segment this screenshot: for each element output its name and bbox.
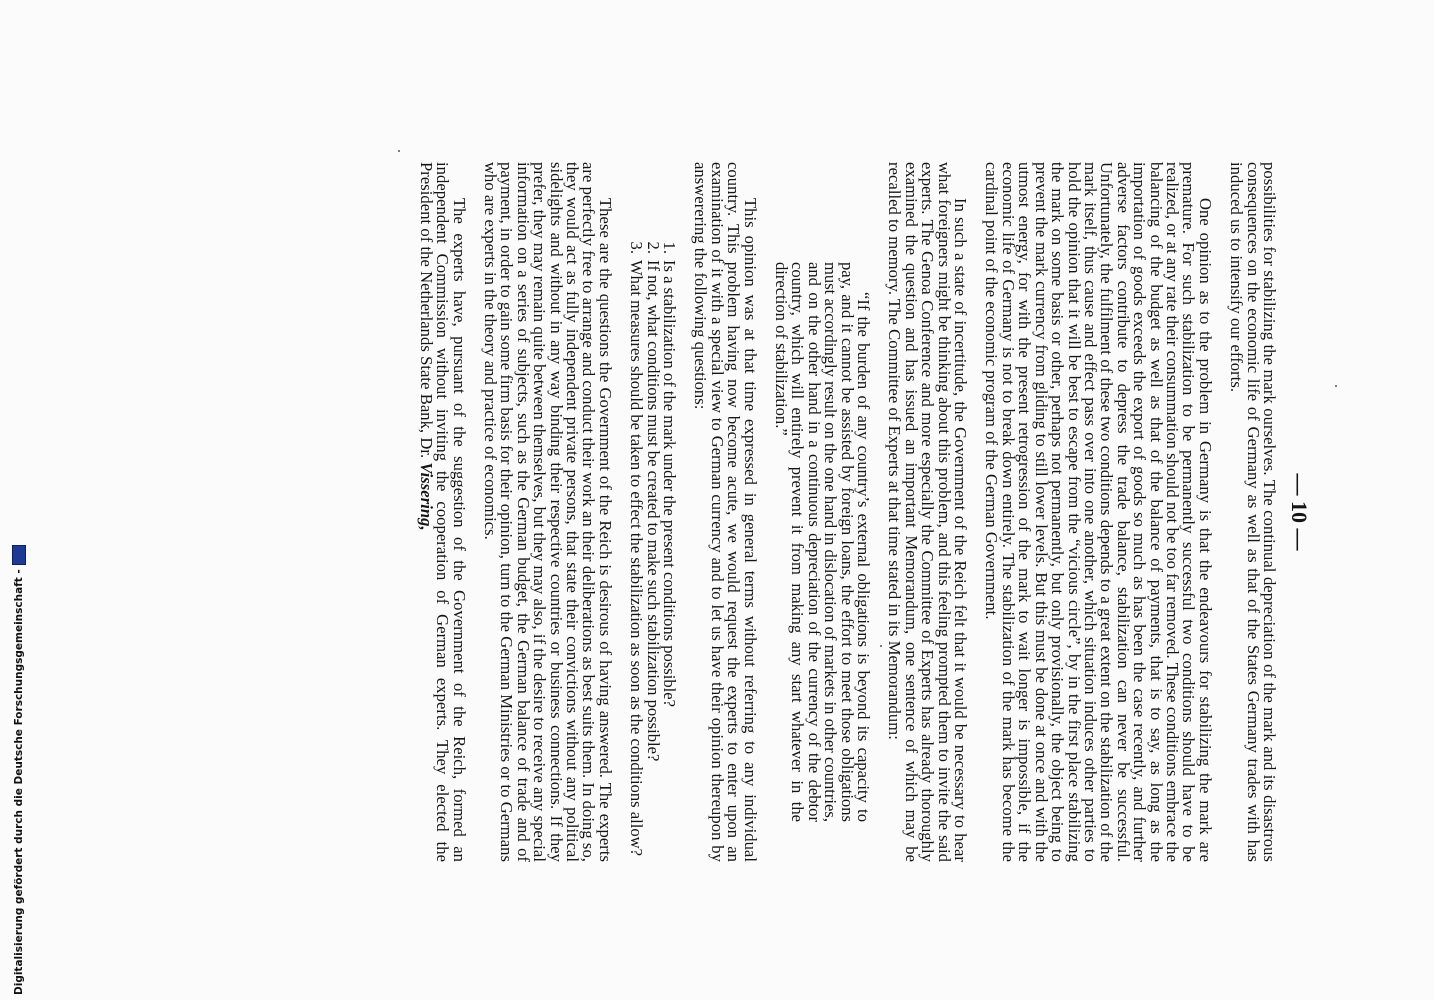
question-list xyxy=(628,232,677,862)
name-emphasis: Vissering, xyxy=(416,462,436,531)
paragraph-text: The experts have, pursuant of the suggestion of the Government of the Reich, formed an independent Commission without inviting the cooperation of German experts. They elected the President of the Netherlands State Bank, Dr. xyxy=(416,162,469,862)
memorandum-quote: “If the burden of any country’s external obligations is beyond its capacity to pay, and it cannot be assisted by foreign loans, the effort to meet those obligations must accordingly result on the one hand in dislocation of markets in other countries, and on the other hand in a continuous depreciation of the currency of the debtor country, which will entirely prevent it from making any start whatever in the direction of stabilization.” xyxy=(772,262,874,822)
paragraph: possibilities for stabilizing the mark ourselves. The continual depreciation of the mark and its disastrous consequences on the economic life of Germany as well as that of the States Germany trades with has induced us to intensify our efforts. xyxy=(1227,162,1279,862)
paragraph-gap xyxy=(677,162,692,862)
question-item xyxy=(627,232,647,862)
question-text: What measures should be taken to effect the stabilization as soon as the conditions allow? xyxy=(627,260,647,856)
scan-speck xyxy=(880,645,882,647)
paragraph: This opinion was at that time expressed in general terms without referring to any individual country. This problem having now become acute, we would request the experts to enter upon an examination of it with a special view to German currency and to let us have their opinion thereupon by answerering the following questions: xyxy=(691,162,760,862)
question-text: If not, what conditions must be created to make such stabilization possible? xyxy=(643,260,663,762)
paragraph: One opinion as to the problem in Germany is that the endeavours for stabilizing the mark are premature. For such stabilization to be permanently successful two conditions should have to be realized, or at any rate their consummation should not be too far removed. These conditions embrace the balancing of the budget as well as that of the balance of payments, that is to say, as long as the importation of goods exceeds the export of goods so much as has been the case recently, and further adverse factors contribute to depress the trade balance, stabilization can never be successful. Unfortunately, the fulfilment of these two conditions depends to a great extent on the stabilization of the mark itself, thus cause and effect pass over into one another, which situation induces other parties to hold the opinion that it will be best to escape from the “vicious circle”, by in the first place stabilizing the mark on some basis or other, perhaps not permanently, but only provisionally, the object being to prevent the mark currency from gliding to still lower levels. But this must be done at once and with the utmost energy, for with the present retrogression of the mark to wait longer is impossible, if the economic life of Germany is not to break down entirely. The stabilization of the mark has become the cardinal point of the economic program of the German Government. xyxy=(982,162,1215,862)
paragraph-gap xyxy=(1213,162,1228,862)
page-number: — 10 — xyxy=(1287,473,1312,551)
paragraph-gap xyxy=(613,162,628,862)
paragraph: These are the questions the Government of the Reich is desirous of having answered. The experts are perfectly free to arrange and conduct their work an their deliberations as best suits them. In doing so, they would act as fully independent private persons, that state their convictions without any political sidelights and without in any way binding their respective countries or business connections. If they prefer, they may remain quite between themselves, but they may also, if the desire to receive any special information on a series of subjects, such as the German budget, the German balance of trade and of payment, in order to gain some firm basis for their opinion, turn to the German Ministries or to Germans who are experts in the theory and practice of economics. xyxy=(480,162,615,862)
dfg-logo xyxy=(12,545,26,565)
question-item xyxy=(661,232,677,862)
paragraph-gap xyxy=(871,162,886,862)
question-number: 3. xyxy=(627,241,647,254)
document-body xyxy=(417,162,1277,862)
paragraph-gap xyxy=(758,162,773,862)
question-text: Is a stabilization of the mark under the present conditions possible? xyxy=(660,260,679,707)
paragraph-gap xyxy=(968,162,983,862)
scan-speck xyxy=(398,150,400,152)
paragraph xyxy=(416,162,469,862)
credit-text: Digitalisierung gefördert durch die Deutsche Forschungsgemeinschaft - xyxy=(13,569,25,995)
paragraph: In such a state of incertitude, the Government of the Reich felt that it would be necessary to hear what foreigners might be thinking about this problem, and this feeling prompted them to invite the said experts. The Genoa Conference and more especially the Committee of Experts has already thoroughly examined the question and has issued an important Memorandum, one sentence of which may be recalled to memory. The Committee of Experts at that time stated in its Memorandum: xyxy=(885,162,971,862)
question-number: 1. xyxy=(660,241,679,254)
digitization-credit xyxy=(12,545,26,995)
question-number: 2. xyxy=(643,241,663,254)
scan-speck xyxy=(1335,385,1337,387)
paragraph-gap xyxy=(467,162,482,862)
question-item xyxy=(643,232,663,862)
rotated-document-page xyxy=(122,162,1317,862)
